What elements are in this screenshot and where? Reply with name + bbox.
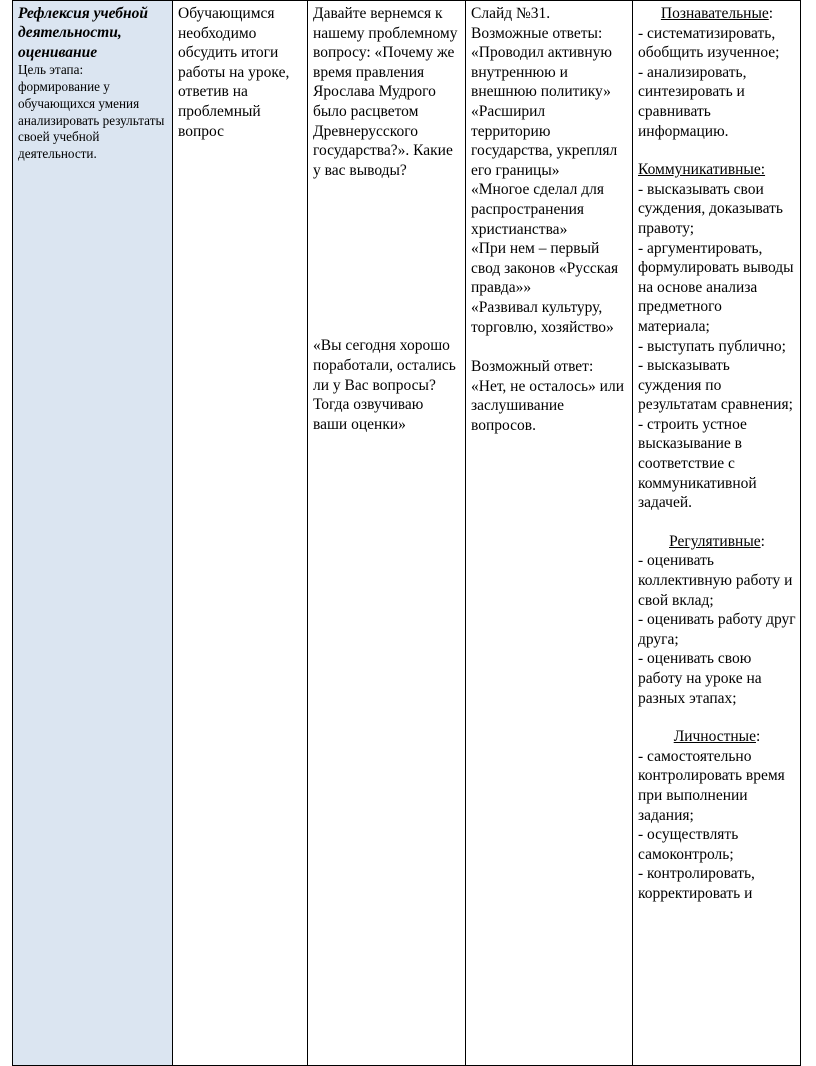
uud-personal-heading: Личностные: [673, 728, 761, 746]
uud-item: - оценивать работу друг друга; [638, 611, 796, 648]
answer-item: «Развивал культуру, торговлю, хозяйство» [471, 298, 614, 336]
answer-item: «При нем – первый свод законов «Русская правда»» [471, 240, 619, 297]
answer-item: «Проводил активную внутреннюю и внешнюю политику» [471, 44, 612, 101]
slide-number: Слайд №31. [471, 5, 551, 22]
uud-item: - выступать публично; [638, 337, 786, 355]
teacher-question: Давайте вернемся к нашему проблемному вопросу: «Почему же время правления Ярослава Мудрого было расцветом Древнерусского государства?». Какие у вас выводы? [313, 5, 458, 179]
stage-goal: Цель этапа: формирование у обучающихся умения анализировать результаты своей учебной деятельности. [18, 62, 165, 162]
uud-item: - контролировать, корректировать и [638, 865, 755, 902]
uud-communicative-heading: Коммуникативные: [638, 161, 766, 179]
uud-item: - осуществлять самоконтроль; [638, 826, 739, 863]
uud-item: - высказывать суждения по результатам сравнения; [638, 357, 793, 414]
lesson-plan-table [12, 0, 801, 1066]
stage-cell [13, 1, 173, 1066]
uud-item: - самостоятельно контролировать время при выполнении задания; [638, 747, 785, 824]
students-activity-cell [173, 1, 308, 1066]
uud-regulative-heading: Регулятивные: [669, 532, 765, 550]
answer-item: «Многое сделал для распространения христианства» [471, 181, 604, 238]
uud-item: - оценивать коллективную работу и свой вклад; [638, 552, 793, 609]
stage-title: Рефлексия учебной деятельности, оценивание [18, 5, 148, 61]
uud-item: - оценивать свою работу на уроке на разных этапах; [638, 650, 762, 707]
uud-item: - анализировать, синтезировать и сравнивать информацию. [638, 63, 747, 140]
uud-item: - строить устное высказывание в соответствие с коммуникативной задачей. [638, 415, 757, 512]
answer-item: «Расширил территорию государства, укреплял его границы» [471, 102, 618, 179]
possible-answer-heading: Возможный ответ: [471, 358, 594, 376]
students-activity-text: Обучающимся необходимо обсудить итоги работы на уроке, ответив на проблемный вопрос [178, 5, 290, 140]
table-row [13, 1, 801, 1066]
uud-cognitive-heading: Познавательные: [660, 5, 774, 22]
uud-item: - аргументировать, формулировать выводы на основе анализа предметного материала; [638, 239, 794, 335]
teacher-activity-cell [308, 1, 466, 1066]
answers-heading: Возможные ответы: [471, 24, 603, 42]
uud-item: - систематизировать, обобщить изученное; [638, 24, 780, 62]
teacher-closing-remark: «Вы сегодня хорошо поработали, остались ли у Вас вопросы? Тогда озвучиваю ваши оценки» [313, 337, 456, 433]
uud-item: - высказывать свои суждения, доказывать правоту; [638, 180, 783, 237]
possible-answer-text: «Нет, не осталось» или заслушивание вопросов. [471, 377, 624, 434]
answers-cell [466, 1, 633, 1066]
uud-cell [633, 1, 801, 1066]
